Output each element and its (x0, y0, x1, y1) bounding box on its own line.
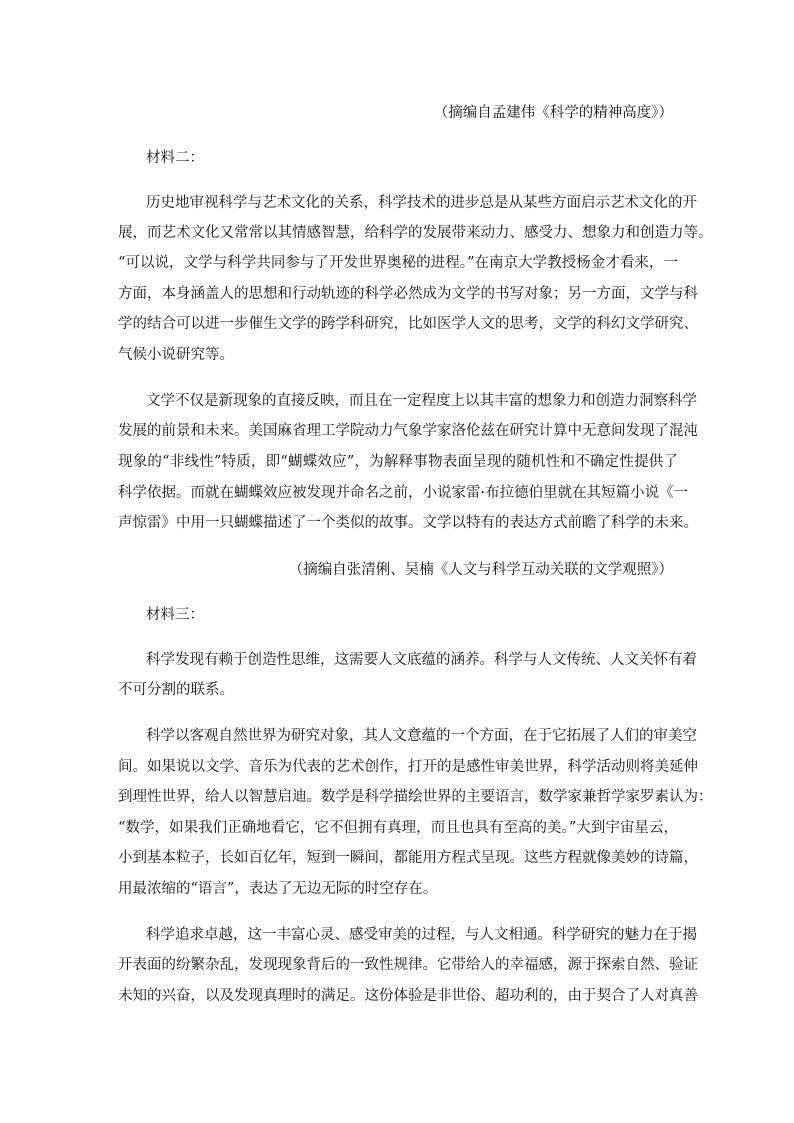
text-line: 用最浓缩的“语言”，表达了无边无际的时空存在。 (118, 881, 438, 897)
text-line: 方面，本身涵盖人的思想和行动轨迹的科学必然成为文学的书写对象；另一方面，文学与科 (118, 286, 698, 302)
section-heading-material-3: 材料三： (146, 607, 204, 623)
text-line: 间。如果说以文学、音乐为代表的艺术创作，打开的是感性审美世界，科学活动则将美延伸 (118, 759, 698, 775)
text-line: 科学以客观自然世界为研究对象，其人文意蕴的一个方面，在于它拓展了人们的审美空 (146, 728, 697, 744)
text-line: 科学追求卓越，这一丰富心灵、感受审美的过程，与人文相通。科学研究的魅力在于揭 (146, 927, 697, 943)
text-line: 气候小说研究等。 (118, 347, 234, 363)
text-line: 不可分割的联系。 (118, 682, 234, 698)
text-line: 展，而艺术文化又常常以其情感智慧，给科学的发展带来动力、感受力、想象力和创造力等。 (118, 225, 713, 241)
text-line: 声惊雷》中用一只蝴蝶描述了一个类似的故事。文学以特有的表达方式前瞻了科学的未来。 (118, 515, 698, 531)
text-line: 未知的兴奋，以及发现真理时的满足。这份体验是非世俗、超功利的，由于契合了人对真善 (118, 988, 698, 1004)
source-citation-2: （摘编自张清俐、吴楠《人文与科学互动关联的文学观照》） (288, 562, 673, 578)
text-line: “数学，如果我们正确地看它，它不但拥有真理，而且也具有至高的美。”大到宇宙星云， (118, 820, 678, 836)
text-line: 科学依据。而就在蝴蝶效应被发现并命名之前，小说家雷·布拉德伯里就在其短篇小说《一 (118, 485, 689, 501)
text-line: 文学不仅是新现象的直接反映，而且在一定程度上以其丰富的想象力和创造力洞察科学 (146, 393, 697, 409)
text-line: 科学发现有赖于创造性思维，这需要人文底蕴的涵养。科学与人文传统、人文关怀有着 (146, 652, 697, 668)
text-line: 学的结合可以进一步催生文学的跨学科研究，比如医学人文的思考，文学的科幻文学研究、 (118, 316, 698, 332)
text-line: 发展的前景和未来。美国麻省理工学院动力气象学家洛伦兹在研究计算中无意间发现了混沌 (118, 423, 698, 439)
source-citation-1: （摘编自孟建伟《科学的精神高度》） (433, 105, 673, 121)
text-line: “可以说，文学与科学共同参与了开发世界奥秘的进程。”在南京大学教授杨金才看来，一 (118, 255, 678, 271)
text-line: 小到基本粒子，长如百亿年，短到一瞬间，都能用方程式呈现。这些方程就像美妙的诗篇， (118, 850, 698, 866)
text-line: 现象的“非线性”特质，即“蝴蝶效应”，为解释事物表面呈现的随机性和不确定性提供了 (118, 454, 678, 470)
text-line: 到理性世界，给人以智慧启迪。数学是科学描绘世界的主要语言，数学家兼哲学家罗素认为： (118, 789, 713, 805)
text-line: 历史地审视科学与艺术文化的关系，科学技术的进步总是从某些方面启示艺术文化的开 (146, 195, 697, 211)
text-line: 开表面的纷繁杂乱，发现现象背后的一致性规律。它带给人的幸福感，源于探索自然、验证 (118, 957, 698, 973)
section-heading-material-2: 材料二： (146, 150, 204, 166)
